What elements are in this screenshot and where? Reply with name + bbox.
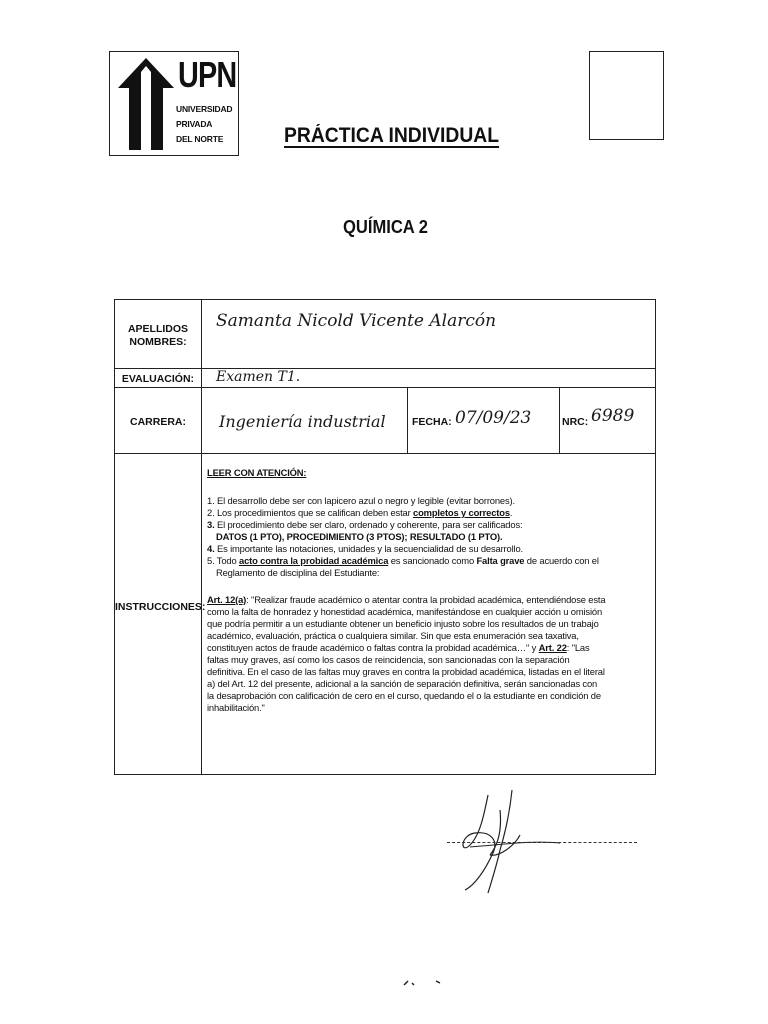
upn-arrow-icon: [116, 58, 176, 150]
instruction-item-detail: DATOS (1 PTO), PROCEDIMIENTO (3 PTOS); RESULTADO (1 PTO).: [216, 531, 503, 542]
article-22-line: inhabilitación.": [207, 702, 265, 713]
date-value: 07/09/23: [455, 408, 532, 428]
table-divider: [201, 300, 202, 774]
corner-box: [589, 51, 664, 140]
subject-title: QUÍMICA 2: [343, 217, 428, 237]
nrc-value: 6989: [591, 406, 635, 426]
instruction-item: 4. Es importante las notaciones, unidades y la secuencialidad de su desarrollo.: [207, 543, 523, 554]
instructions-heading: LEER CON ATENCIÓN:: [207, 467, 307, 478]
name-label: APELLIDOS NOMBRES:: [127, 323, 189, 348]
instructions-label: INSTRUCCIONES:: [115, 601, 206, 613]
instruction-item: 2. Los procedimientos que se califican deben estar completos y correctos.: [207, 507, 513, 518]
date-label: FECHA:: [412, 416, 452, 428]
article-12-line: Art. 12(a): "Realizar fraude académico o atentar contra la probidad académica, entendiéndose esta: [207, 594, 606, 605]
article-22-line: definitiva. En el caso de las faltas muy graves en contra la probidad académica, listadas en el literal: [207, 666, 605, 677]
name-value: Samanta Nicold Vicente Alarcón: [216, 311, 497, 331]
student-info-table: [114, 299, 656, 775]
article-22-line: a) del Art. 12 del presente, adicional a la sanción de separación definitiva, serán sancionadas con: [207, 678, 598, 689]
article-22-line: la desaprobación con calificación de cero en el curso, quedando el o la estudiante en condición de: [207, 690, 601, 701]
evaluation-value: Examen T1.: [216, 369, 301, 385]
instruction-item-cont: Reglamento de disciplina del Estudiante:: [216, 567, 380, 578]
table-divider: [115, 368, 655, 369]
logo-brand: UPN: [178, 54, 237, 95]
career-value: Ingeniería industrial: [219, 412, 386, 431]
table-divider: [559, 388, 560, 453]
article-22-line: faltas muy graves, así como los casos de reincidencia, son sancionadas con la separación: [207, 654, 570, 665]
career-label: CARRERA:: [130, 416, 186, 428]
university-logo: [109, 51, 239, 156]
signature-icon: [440, 785, 650, 895]
page-title: PRÁCTICA INDIVIDUAL: [284, 124, 500, 147]
instructions-text: [207, 467, 659, 714]
evaluation-label: EVALUACIÓN:: [121, 373, 195, 385]
article-12-line: como la falta de honradez y honestidad académica, manifestándose en cualquier acción u omisión: [207, 606, 603, 617]
instruction-item: 3. El procedimiento debe ser claro, ordenado y coherente, para ser calificados:: [207, 519, 523, 530]
instruction-item: 5. Todo acto contra la probidad académica es sancionado como Falta grave de acuerdo con el: [207, 555, 599, 566]
instruction-item: 1. El desarrollo debe ser con lapicero azul o negro y legible (evitar borrones).: [207, 495, 515, 506]
nrc-label: NRC:: [562, 416, 589, 428]
logo-subtitle: UNIVERSIDAD PRIVADA DEL NORTE: [176, 104, 233, 144]
scan-mark-icon: [402, 975, 442, 989]
article-12-line: que podría permitir a un estudiante obtener un beneficio injusto sobre los resultados de un trabajo: [207, 618, 599, 629]
table-divider: [407, 388, 408, 453]
article-12-line: constituyen actos de fraude académico o faltas contra la probidad académica…" y Art. 22: "Las: [207, 642, 590, 653]
table-divider: [115, 453, 655, 454]
article-12-line: académico, evaluación, práctica o cualquiera similar. Sin que esta enumeración sea taxativa,: [207, 630, 579, 641]
table-divider: [115, 387, 655, 388]
